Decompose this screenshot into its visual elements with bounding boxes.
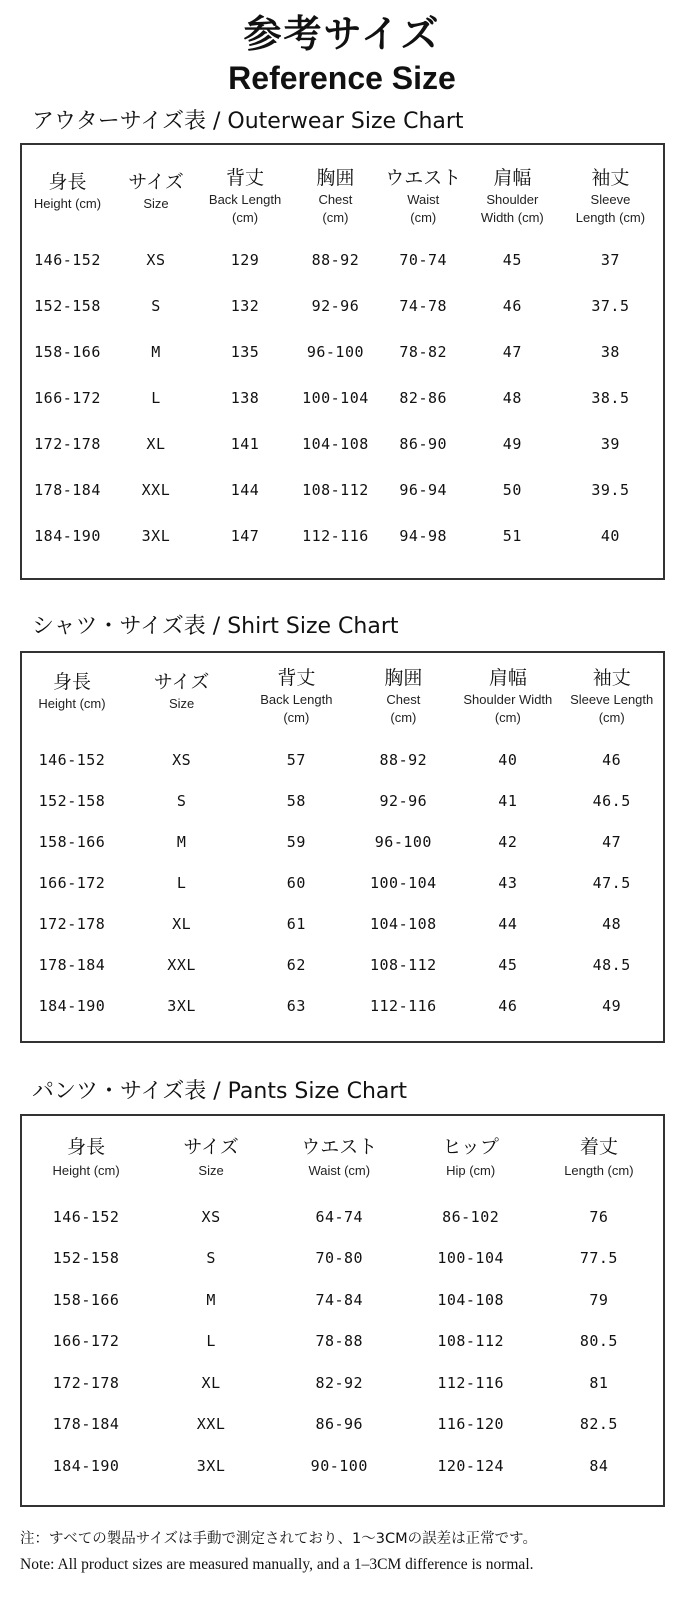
table-cell: 63 [286,996,306,1015]
col-en: Height (cm) [33,196,102,211]
table-row [22,329,663,375]
table-cell: 152-158 [34,297,101,315]
table-cell: 51 [502,527,522,545]
table-cell: 44 [498,914,518,933]
table-cell: 104-108 [370,914,437,933]
table-cell: 80.5 [579,1332,618,1351]
table-cell: 92-96 [379,791,428,810]
table-cell: 112-116 [302,527,369,545]
table-row [22,780,663,821]
table-cell: 178-184 [34,481,101,499]
header-cell [199,165,291,237]
col-jp: ウエスト [385,167,462,189]
table-row [22,1196,663,1238]
shirt-size-table [20,651,665,1043]
table-cell: 59 [286,832,306,851]
table-row [22,283,663,329]
table-cell: XS [146,251,166,269]
table-cell: 172-178 [38,914,106,933]
table-cell: 146-152 [34,251,101,269]
col-jp: 胸囲 [316,167,355,189]
table-cell: 49 [602,996,622,1015]
table-cell: 138 [230,389,260,407]
table-cell: 158-166 [52,1290,120,1309]
table-row [22,985,663,1026]
col-jp: 胸囲 [384,667,423,689]
pants-table [22,1134,663,1487]
table-cell: 74-84 [315,1290,364,1309]
col-en: Shoulder Width (cm) [463,692,553,725]
table-cell: 39.5 [591,481,630,499]
table-cell: 86-96 [315,1415,364,1434]
header-cell [272,1134,407,1196]
table-cell: 120-124 [437,1456,505,1475]
table-cell: S [206,1249,216,1268]
table-cell: XXL [196,1415,226,1434]
header-cell [22,165,113,237]
col-en: Height (cm) [52,1163,120,1178]
table-cell: 116-120 [437,1415,505,1434]
table-cell: 50 [502,481,522,499]
table-cell: 3XL [167,996,196,1015]
table-cell: 178-184 [52,1415,120,1434]
col-jp: ヒップ [442,1136,499,1158]
table-cell: 82-92 [315,1373,364,1392]
outerwear-table [22,165,663,559]
table-cell: 184-190 [38,996,106,1015]
col-en: Back Length (cm) [208,192,282,225]
col-en: Sleeve Length (cm) [575,192,646,225]
outerwear-size-table [20,143,665,580]
table-cell: 104-108 [302,435,369,453]
table-cell: 96-100 [374,832,432,851]
table-cell: 79 [589,1290,609,1309]
table-cell: XS [201,1207,221,1226]
table-cell: 3XL [141,527,171,545]
col-en: Sleeve Length (cm) [570,692,654,725]
table-cell: 81 [589,1373,609,1392]
col-en: Waist (cm) [407,192,440,225]
table-cell: 158-166 [38,832,106,851]
table-cell: L [206,1332,216,1351]
table-row [22,862,663,903]
col-en: Hip (cm) [446,1163,496,1178]
header-cell [351,665,455,739]
table-cell: 92-96 [311,297,360,315]
table-row [22,1238,663,1280]
table-cell: 104-108 [437,1290,505,1309]
col-en: Waist (cm) [308,1163,371,1178]
table-row [22,513,663,559]
col-en: Size [168,696,195,711]
table-cell: 45 [502,251,522,269]
table-cell: L [176,873,187,892]
note-jp: 注：すべての製品サイズは手動で測定されており、1～3CMの誤差は正常です。 [20,1531,537,1547]
table-cell: 78-88 [315,1332,364,1351]
table-row [22,821,663,862]
table-cell: 48.5 [592,955,631,974]
header-cell [467,165,558,237]
col-jp: 身長 [48,171,87,193]
table-cell: 82-86 [399,389,448,407]
table-cell: 45 [498,955,518,974]
col-en: Size [143,196,169,211]
header-cell [22,1134,150,1196]
table-cell: 70-74 [399,251,448,269]
header-cell [558,165,663,237]
pants-size-table [20,1114,665,1507]
table-cell: 172-178 [34,435,101,453]
col-jp: 背丈 [226,167,265,189]
col-jp: サイズ [128,171,184,193]
table-cell: 178-184 [38,955,106,974]
table-cell: 129 [230,251,260,269]
table-cell: 40 [600,527,620,545]
table-cell: 82.5 [579,1415,618,1434]
header-cell [380,165,467,237]
col-en: Length (cm) [564,1163,634,1178]
table-cell: 100-104 [437,1249,505,1268]
table-cell: M [206,1290,216,1309]
table-row [22,237,663,283]
table-row [22,421,663,467]
table-cell: 172-178 [52,1373,120,1392]
table-cell: 48 [602,914,622,933]
col-en: Chest (cm) [386,692,421,725]
col-jp: 袖丈 [591,167,630,189]
col-jp: 肩幅 [493,167,532,189]
table-row [22,739,663,780]
table-cell: 184-190 [34,527,101,545]
table-row [22,467,663,513]
table-cell: 43 [498,873,518,892]
outerwear-section-title: アウターサイズ表 / Outerwear Size Chart [32,109,464,134]
header-cell [455,665,560,739]
page-title-en: Reference Size [228,60,456,96]
col-en: Size [198,1163,224,1178]
header-cell [407,1134,535,1196]
table-cell: 46 [602,750,622,769]
table-cell: 46 [498,996,518,1015]
table-cell: 47 [502,343,522,361]
table-cell: 152-158 [52,1249,120,1268]
table-row [22,903,663,944]
table-cell: 37 [600,251,620,269]
header-cell [535,1134,663,1196]
header-cell [122,665,241,739]
table-cell: 39 [600,435,620,453]
table-cell: 112-116 [370,996,437,1015]
col-en: Chest (cm) [318,192,353,225]
table-cell: 135 [230,343,260,361]
shirt-section-title: シャツ・サイズ表 / Shirt Size Chart [32,614,399,639]
shirt-body [22,739,663,1026]
table-cell: M [151,343,161,361]
table-cell: 152-158 [38,791,106,810]
shirt-table [22,665,663,1026]
table-cell: 40 [498,750,518,769]
table-cell: 166-172 [34,389,101,407]
table-cell: 86-90 [399,435,448,453]
table-cell: L [151,389,161,407]
table-cell: 64-74 [315,1207,364,1226]
table-cell: 100-104 [302,389,369,407]
table-cell: 147 [230,527,260,545]
table-cell: 96-94 [399,481,448,499]
header-cell [241,665,351,739]
table-cell: 86-102 [442,1207,500,1226]
table-cell: 3XL [196,1456,226,1475]
col-jp: 身長 [67,1136,106,1158]
table-cell: XXL [141,481,171,499]
header-cell [150,1134,272,1196]
table-cell: 48 [502,389,522,407]
table-cell: 158-166 [34,343,101,361]
table-cell: 88-92 [311,251,360,269]
pants-body [22,1196,663,1487]
table-cell: 46.5 [592,791,631,810]
table-cell: 78-82 [399,343,448,361]
table-cell: 88-92 [379,750,428,769]
header-cell [22,665,122,739]
table-cell: 38 [600,343,620,361]
col-en: Back Length (cm) [260,692,333,725]
table-row [22,1279,663,1321]
table-cell: 108-112 [302,481,369,499]
table-row [22,944,663,985]
table-cell: 108-112 [370,955,437,974]
table-cell: XL [201,1373,221,1392]
col-jp: 背丈 [277,667,316,689]
page-title-jp: 参考サイズ [243,12,441,56]
table-cell: XL [172,914,192,933]
table-cell: 38.5 [591,389,630,407]
table-cell: 146-152 [52,1207,120,1226]
col-jp: 肩幅 [488,667,527,689]
table-cell: 100-104 [370,873,437,892]
table-cell: 84 [589,1456,609,1475]
table-cell: 49 [502,435,522,453]
table-cell: 47 [602,832,622,851]
table-cell: 47.5 [592,873,631,892]
table-cell: 60 [286,873,306,892]
table-row [22,1321,663,1363]
table-row [22,375,663,421]
table-cell: 37.5 [591,297,630,315]
header-cell [113,165,199,237]
col-jp: サイズ [153,671,210,693]
table-cell: 74-78 [399,297,448,315]
table-cell: S [176,791,187,810]
col-en: Shoulder Width (cm) [480,192,544,225]
col-jp: サイズ [183,1136,239,1158]
col-jp: 着丈 [579,1136,618,1158]
table-row [22,1362,663,1404]
table-cell: 76 [589,1207,609,1226]
table-cell: 46 [502,297,522,315]
table-cell: 166-172 [38,873,106,892]
table-cell: 108-112 [437,1332,505,1351]
col-jp: 袖丈 [592,667,631,689]
table-cell: 166-172 [52,1332,120,1351]
table-cell: M [176,832,187,851]
table-cell: 42 [498,832,518,851]
table-cell: 41 [498,791,518,810]
table-cell: 112-116 [437,1373,505,1392]
table-cell: 90-100 [310,1456,368,1475]
outerwear-body [22,237,663,559]
table-cell: 146-152 [38,750,106,769]
table-row [22,1404,663,1446]
table-cell: XL [146,435,166,453]
table-cell: 62 [286,955,306,974]
header-cell [560,665,663,739]
table-cell: XXL [167,955,196,974]
table-cell: 70-80 [315,1249,364,1268]
table-cell: XS [172,750,192,769]
col-jp: ウエスト [301,1136,378,1158]
table-cell: 61 [286,914,306,933]
table-cell: 57 [286,750,306,769]
note-en: Note: All product sizes are measured manually, and a 1–3CM difference is normal. [20,1556,534,1573]
table-cell: 132 [230,297,260,315]
header-cell [291,165,379,237]
table-cell: 94-98 [399,527,448,545]
table-cell: 184-190 [52,1456,120,1475]
table-cell: 144 [230,481,260,499]
table-cell: 96-100 [306,343,365,361]
table-cell: 77.5 [579,1249,618,1268]
pants-section-title: パンツ・サイズ表 / Pants Size Chart [32,1079,408,1104]
table-cell: 58 [286,791,306,810]
table-row [22,1445,663,1487]
col-en: Height (cm) [38,696,106,711]
table-cell: S [151,297,161,315]
table-cell: 141 [230,435,260,453]
col-jp: 身長 [52,671,91,693]
